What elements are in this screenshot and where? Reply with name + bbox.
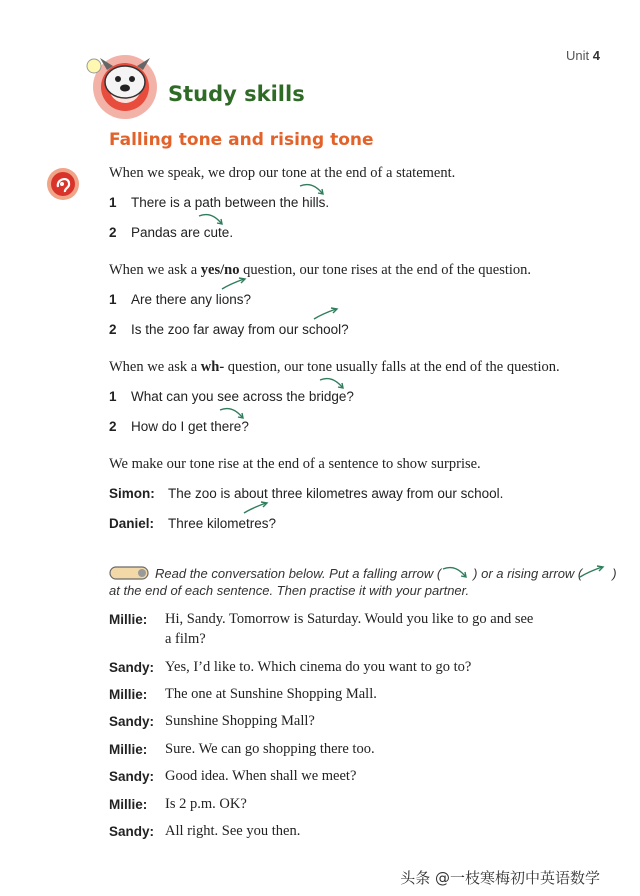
dialogue-text: Good idea. When shall we meet? <box>165 768 357 784</box>
dialogue-text: Hi, Sandy. Tomorrow is Saturday. Would you like to go and see <box>165 611 534 627</box>
falling-arrow-icon <box>441 564 469 580</box>
watermark: 头条 @一枝寒梅初中英语数学 <box>400 869 600 887</box>
dialogue-text: The one at Sunshine Shopping Mall. <box>165 686 377 702</box>
page-title: Falling tone and rising tone <box>109 130 374 150</box>
speaker-name: Millie: <box>109 612 148 627</box>
speaking-activity-icon <box>109 566 151 580</box>
dialogue-text: All right. See you then. <box>165 823 301 839</box>
instruction-line2: at the end of each sentence. Then practise it with your partner. <box>109 583 470 598</box>
brand-title: Study skills <box>168 82 305 106</box>
dialogue-text: Yes, I’d like to. Which cinema do you want to go to? <box>165 659 472 675</box>
speaker-name: Sandy: <box>109 660 155 675</box>
instruction-line1: Read the conversation below. Put a falling arrow ( ) or a rising arrow ( ) <box>155 566 617 581</box>
section3-intro: When we ask a wh- question, our tone usually falls at the end of the question. <box>109 359 560 375</box>
section2-intro: When we ask a yes/no question, our tone rises at the end of the question. <box>109 262 532 278</box>
rising-arrow-icon <box>242 500 270 516</box>
dialogue-text: Is 2 p.m. OK? <box>165 796 247 812</box>
rising-arrow-icon <box>220 276 248 292</box>
speaker-name: Sandy: <box>109 714 155 729</box>
dialogue-text: a film? <box>165 631 206 647</box>
unit-label: Unit 4 <box>566 48 600 63</box>
rising-arrow-icon <box>312 306 340 322</box>
falling-arrow-icon <box>197 211 225 227</box>
rising-arrow-icon <box>578 564 606 580</box>
section1-intro: When we speak, we drop our tone at the end of a statement. <box>109 165 456 181</box>
speaker-name: Sandy: <box>109 824 155 839</box>
listening-ear-icon <box>46 167 80 201</box>
speaker-name: Millie: <box>109 742 148 757</box>
falling-arrow-icon <box>298 181 326 197</box>
section4-intro: We make our tone rise at the end of a sentence to show surprise. <box>109 456 481 472</box>
speaker-name: Millie: <box>109 687 148 702</box>
dialogue-text: Sunshine Shopping Mall? <box>165 713 315 729</box>
dialogue-text: Sure. We can go shopping there too. <box>165 741 375 757</box>
speaker-name: Sandy: <box>109 769 155 784</box>
speaker-name: Millie: <box>109 797 148 812</box>
